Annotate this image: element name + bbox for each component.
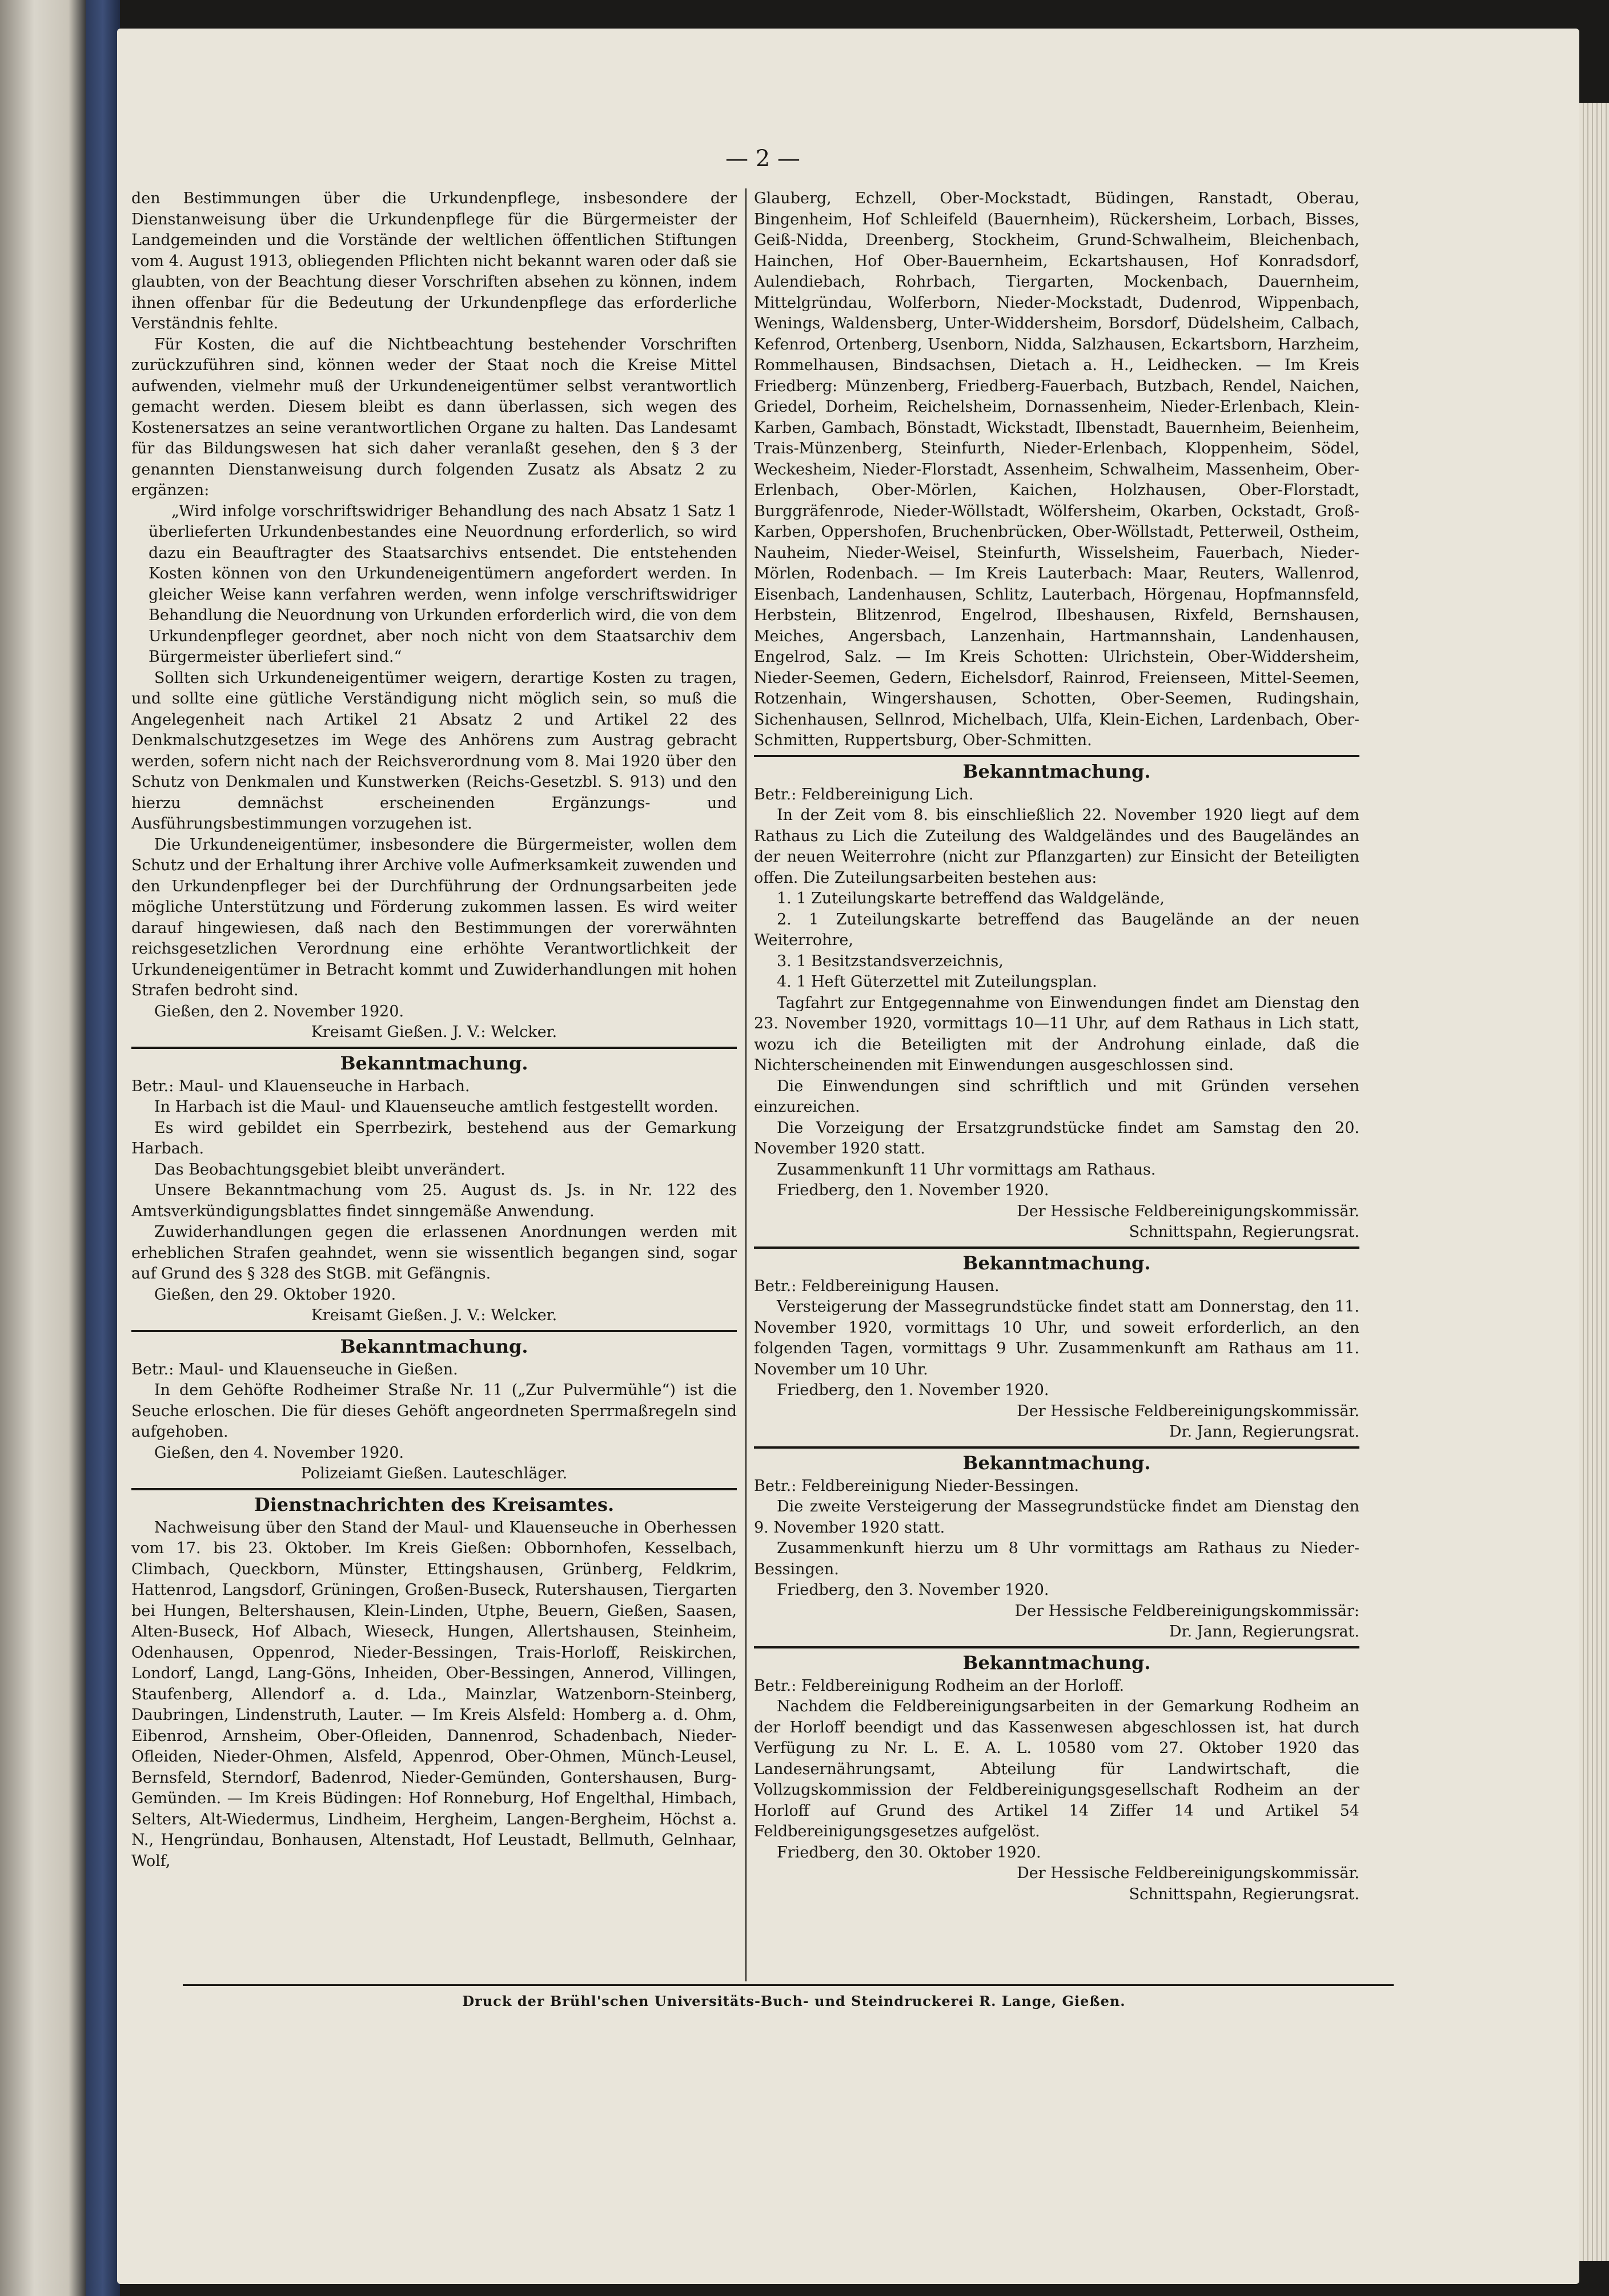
signature: Schnittspahn, Regierungsrat.	[1129, 1223, 1359, 1241]
left-column	[131, 188, 737, 1872]
paragraph: In Harbach ist die Maul- und Klauenseuche amtlich festgestellt worden.	[154, 1098, 719, 1116]
signature: Dr. Jann, Regierungsrat.	[1169, 1623, 1359, 1640]
section-heading: Bekanntmachung.	[962, 1252, 1151, 1274]
list-item: 1. 1 Zuteilungskarte betreffend das Waldgelände,	[777, 890, 1165, 907]
page-stack-edge	[1579, 103, 1609, 2261]
paragraph: Tagfahrt zur Entgegennahme von Einwendungen findet am Dienstag den 23. November 1920, vormittags 10—11 Uhr, auf dem Rathaus in Lich statt, wozu ich die Beteiligten mit der Androhung einlade, daß die Nichterscheinenden mit Einwendungen ausgeschlossen sind.	[754, 994, 1359, 1074]
subject-line: Betr.: Maul- und Klauenseuche in Harbach.	[131, 1077, 470, 1095]
subject-line: Betr.: Feldbereinigung Lich.	[754, 785, 974, 803]
section-heading: Dienstnachrichten des Kreisamtes.	[254, 1493, 615, 1515]
paragraph: Das Beobachtungsgebiet bleibt unverändert.	[154, 1160, 505, 1179]
signature: Dr. Jann, Regierungsrat.	[1169, 1423, 1359, 1441]
printer-imprint: Druck der Brühl'schen Universitäts-Buch- und Steindruckerei R. Lange, Gießen.	[462, 1993, 1126, 2009]
date-line: Friedberg, den 30. Oktober 1920.	[777, 1843, 1041, 1861]
paragraph: Unsere Bekanntmachung vom 25. August ds. Js. in Nr. 122 des Amtsverkündigungsblattes findet sinngemäße Anwendung.	[131, 1181, 737, 1220]
list-item: 2. 1 Zuteilungskarte betreffend das Baugelände an der neuen Weiterrohre,	[754, 910, 1359, 949]
paragraph: Zusammenkunft hierzu um 8 Uhr vormittags am Rathaus zu Nieder-Bessingen.	[754, 1539, 1359, 1578]
paragraph: Versteigerung der Massegrundstücke findet statt am Donnerstag, den 11. November 1920, vormittags 10 Uhr, und soweit erforderlich, an den folgenden Tagen, vormittags 9 Uhr. Zusammenkunft am Rathaus am 11. November um 10 Uhr.	[754, 1298, 1359, 1378]
signature: Der Hessische Feldbereinigungskommissär:	[1014, 1602, 1359, 1620]
section-heading: Bekanntmachung.	[340, 1052, 528, 1074]
list-item: 4. 1 Heft Güterzettel mit Zuteilungsplan.	[777, 973, 1097, 991]
quote: „Wird infolge vorschriftswidriger Behandlung des nach Absatz 1 Satz 1 überlieferten Urkundenbestandes eine Neuordnung erforderlich, so wird dazu ein Beauftragter des Staatsarchivs entsendet. Die entstehenden Kosten können von den Urkundeneigentümern angefordert werden. In gleicher Weise kann verfahren werden, wenn infolge verschriftswidriger Behandlung die Neuordnung von Urkunden erforderlich wird, die von dem Urkundenpfleger geordnet, aber noch nicht von dem Staatsarchiv dem Bürgermeister überliefert sind.“	[149, 502, 737, 666]
book-spine	[86, 0, 120, 2296]
subject-line: Betr.: Maul- und Klauenseuche in Gießen.	[131, 1360, 458, 1378]
signature: Der Hessische Feldbereinigungskommissär.	[1017, 1202, 1359, 1220]
date-line: Friedberg, den 1. November 1920.	[777, 1381, 1049, 1399]
list-item: 3. 1 Besitzstandsverzeichnis,	[777, 952, 1004, 970]
paragraph: Nachdem die Feldbereinigungsarbeiten in der Gemarkung Rodheim an der Horloff beendigt und das Kassenwesen abgeschlossen ist, hat durch Verfügung zu Nr. L. E. A. L. 10580 vom 27. Oktober 1920 das Landesernährungsamt, Abteilung für Landwirtschaft, die Vollzugskommission der Feldbereinigungsgesellschaft Rodheim an der Horloff auf Grund des Artikel 14 Ziffer 14 und Artikel 54 Feldbereinigungsgesetzes aufgelöst.	[754, 1698, 1359, 1840]
section-rule	[754, 1646, 1359, 1648]
signature: Kreisamt Gießen. J. V.: Welcker.	[311, 1023, 557, 1041]
paragraph: Für Kosten, die auf die Nichtbeachtung bestehender Vorschriften zurückzuführen sind, können weder der Staat noch die Kreise Mittel aufwenden, vielmehr muß der Urkundeneigentümer selbst verantwortlich gemacht werden. Diesem bleibt es dann überlassen, sich wegen des Kostenersatzes an seine verantwortlichen Organe zu halten. Das Landesamt für das Bildungswesen hat sich daher veranlaßt gesehen, den § 3 der genannten Dienstanweisung durch folgenden Zusatz als Absatz 2 zu ergänzen:	[131, 335, 737, 499]
paragraph: Die Einwendungen sind schriftlich und mit Gründen versehen einzureichen.	[754, 1077, 1359, 1116]
section-heading: Bekanntmachung.	[962, 760, 1151, 782]
section-rule	[131, 1330, 737, 1332]
section-rule	[754, 1246, 1359, 1249]
signature: Kreisamt Gießen. J. V.: Welcker.	[311, 1306, 557, 1324]
section-heading: Bekanntmachung.	[962, 1651, 1151, 1674]
right-column	[754, 188, 1359, 1905]
paragraph: Die Vorzeigung der Ersatzgrundstücke findet am Samstag den 20. November 1920 statt.	[754, 1119, 1359, 1157]
date-line: Gießen, den 29. Oktober 1920.	[154, 1285, 396, 1304]
subject-line: Betr.: Feldbereinigung Rodheim an der Horloff.	[754, 1676, 1125, 1695]
paragraph: den Bestimmungen über die Urkundenpflege, insbesondere der Dienstanweisung über die Urkundenpflege für die Bürgermeister der Landgemeinden und die Vorstände der weltlichen öffentlichen Stiftungen vom 4. August 1913, obliegenden Pflichten nicht bekannt waren oder daß sie glaubten, von der Beachtung dieser Vorschriften absehen zu können, indem ihnen offenbar für die Bedeutung der Urkundenpflege das erforderliche Verständnis fehlte.	[131, 190, 737, 332]
section-rule	[754, 1446, 1359, 1449]
paragraph: In der Zeit vom 8. bis einschließlich 22. November 1920 liegt auf dem Rathaus zu Lich die Zuteilung des Waldgeländes und des Baugeländes an der neuen Weiterrohre (nicht zur Pflanzgarten) zur Einsicht der Beteiligten offen. Die Zuteilungsarbeiten bestehen aus:	[754, 806, 1359, 887]
section-heading: Bekanntmachung.	[962, 1451, 1151, 1474]
signature: Der Hessische Feldbereinigungskommissär.	[1017, 1402, 1359, 1420]
date-line: Gießen, den 4. November 1920.	[154, 1443, 404, 1462]
subject-line: Betr.: Feldbereinigung Nieder-Bessingen.	[754, 1477, 1080, 1495]
date-line: Gießen, den 2. November 1920.	[154, 1002, 404, 1020]
paragraph: Zuwiderhandlungen gegen die erlassenen Anordnungen werden mit erheblichen Strafen geahndet, wenn sie wissentlich begangen sind, sogar auf Grund des § 328 des StGB. mit Gefängnis.	[131, 1223, 737, 1282]
signature: Der Hessische Feldbereinigungskommissär.	[1017, 1864, 1359, 1882]
page-number: — 2 —	[725, 146, 800, 172]
paragraph: In dem Gehöfte Rodheimer Straße Nr. 11 („Zur Pulvermühle“) ist die Seuche erloschen. Die für dieses Gehöft angeordneten Sperrmaßregeln sind aufgehoben.	[131, 1381, 737, 1441]
signature: Schnittspahn, Regierungsrat.	[1129, 1885, 1359, 1903]
paragraph: Die zweite Versteigerung der Massegrundstücke findet am Dienstag den 9. November 1920 statt.	[754, 1498, 1359, 1537]
section-heading: Bekanntmachung.	[340, 1335, 528, 1357]
signature: Polizeiamt Gießen. Lauteschläger.	[300, 1465, 568, 1482]
paragraph: Es wird gebildet ein Sperrbezirk, bestehend aus der Gemarkung Harbach.	[131, 1119, 737, 1157]
subject-line: Betr.: Feldbereinigung Hausen.	[754, 1277, 1000, 1295]
date-line: Friedberg, den 1. November 1920.	[777, 1181, 1049, 1199]
footer-rule	[183, 1984, 1394, 1986]
column-divider	[745, 188, 747, 1981]
paragraph: Sollten sich Urkundeneigentümer weigern, derartige Kosten zu tragen, und sollte eine gütliche Verständigung nicht möglich sein, so muß die Angelegenheit nach Artikel 21 Absatz 2 und Artikel 22 des Denkmalschutzgesetzes im Wege des Anhörens zum Austrag gebracht werden, sofern nicht nach der Reichsverordnung vom 8. Mai 1920 über den Schutz von Denkmalen und Kunstwerken (Reichs-Gesetzbl. S. 913) und den hierzu demnächst erscheinenden Ergänzungs- und Ausführungsbestimmungen vorzugehen ist.	[131, 669, 737, 833]
date-line: Friedberg, den 3. November 1920.	[777, 1581, 1049, 1599]
section-rule	[754, 755, 1359, 757]
paragraph: Nachweisung über den Stand der Maul- und Klauenseuche in Oberhessen vom 17. bis 23. Oktober. Im Kreis Gießen: Obbornhofen, Kesselbach, Climbach, Queckborn, Münster, Ettingshausen, Grünberg, Feldkrim, Hattenrod, Langsdorf, Grüningen, Großen-Buseck, Rutershausen, Tiergarten bei Hungen, Beltershausen, Klein-Linden, Utphe, Beuern, Gießen, Saasen, Alten-Buseck, Hof Albach, Wieseck, Hungen, Allertshausen, Steinheim, Odenhausen, Oppenrod, Nieder-Bessingen, Trais-Horloff, Reiskirchen, Londorf, Langd, Lang-Göns, Inheiden, Ober-Bessingen, Annerod, Villingen, Staufenberg, Allendorf a. d. Lda., Mainzlar, Watzenborn-Steinberg, Daubringen, Lindenstruth, Lauter. — Im Kreis Alsfeld: Homberg a. d. Ohm, Eibenrod, Arnsheim, Ober-Ofleiden, Dannenrod, Schadenbach, Nieder-Ofleiden, Nieder-Ohmen, Alsfeld, Appenrod, Ober-Ohmen, Münch-Leusel, Bernsfeld, Sterndorf, Badenrod, Nieder-Gemünden, Gontershausen, Burg-Gemünden. — Im Kreis Büdingen: Hof Ronneburg, Hof Engelthal, Himbach, Selters, Alt-Wiedermus, Lindheim, Hergheim, Langen-Bergheim, Höchst a. N., Hengründau, Bonhausen, Altenstadt, Hof Leustadt, Bellmuth, Gelnhaar, Wolf,	[131, 1518, 737, 1870]
paragraph: Zusammenkunft 11 Uhr vormittags am Rathaus.	[777, 1160, 1156, 1179]
left-page-edge	[0, 0, 86, 2296]
section-rule	[131, 1488, 737, 1490]
paragraph: Die Urkundeneigentümer, insbesondere die Bürgermeister, wollen dem Schutz und der Erhaltung ihrer Archive volle Aufmerksamkeit zuwenden und den Urkundenpfleger bei der Durchführung der Ordnungsarbeiten jede mögliche Unterstützung und Förderung zukommen lassen. Es wird weiter darauf hingewiesen, daß nach den Bestimmungen der vorerwähnten reichsgesetzlichen Verordnung eine erhöhte Verantwortlichkeit der Urkundeneigentümer in Betracht kommt und Zuwiderhandlungen mit hohen Strafen bedroht sind.	[131, 835, 737, 999]
section-rule	[131, 1047, 737, 1049]
paragraph: Glauberg, Echzell, Ober-Mockstadt, Büdingen, Ranstadt, Oberau, Bingenheim, Hof Schleifeld (Bauernheim), Rückersheim, Lorbach, Bisses, Geiß-Nidda, Dreenberg, Stockheim, Grund-Schwalheim, Bleichenbach, Hainchen, Hof Ober-Bauernheim, Eckartshausen, Hof Konradsdorf, Aulendiebach, Rohrbach, Tiergarten, Mockenbach, Dauernheim, Mittelgründau, Wolferborn, Nieder-Mockstadt, Dudenrod, Wippenbach, Wenings, Waldensberg, Unter-Widdersheim, Borsdorf, Düdelsheim, Calbach, Kefenrod, Ortenberg, Usenborn, Nidda, Salzhausen, Eckartsborn, Harzheim, Rommelhausen, Bindsachsen, Dietach a. H., Leidhecken. — Im Kreis Friedberg: Münzenberg, Friedberg-Fauerbach, Butzbach, Rendel, Naichen, Griedel, Dorheim, Reichelsheim, Dornassenheim, Nieder-Erlenbach, Klein-Karben, Gambach, Bönstadt, Wickstadt, Ilbenstadt, Bauernheim, Beienheim, Trais-Münzenberg, Steinfurth, Nieder-Erlenbach, Kloppenheim, Södel, Weckesheim, Nieder-Florstadt, Assenheim, Schwalheim, Massenheim, Ober-Erlenbach, Ober-Mörlen, Kaichen, Holzhausen, Ober-Florstadt, Burggräfenrode, Nieder-Wöllstadt, Wölfersheim, Okarben, Ockstadt, Groß-Karben, Oppershofen, Bruchenbrücken, Ober-Wöllstadt, Petterweil, Ostheim, Nauheim, Nieder-Weisel, Steinfurth, Wisselsheim, Fauerbach, Nieder-Mörlen, Rodenbach. — Im Kreis Lauterbach: Maar, Reuters, Wallenrod, Eisenbach, Landenhausen, Schlitz, Lauterbach, Hörgenau, Hopfmannsfeld, Herbstein, Blitzenrod, Engelrod, Ilbeshausen, Rixfeld, Bernshausen, Meiches, Angersbach, Lanzenhain, Hartmannshain, Landenhausen, Engelrod, Salz. — Im Kreis Schotten: Ulrichstein, Ober-Widdersheim, Nieder-Seemen, Gedern, Eichelsdorf, Rainrod, Freienseen, Mittel-Seemen, Rotzenhain, Wingershausen, Schotten, Ober-Seemen, Rudingshain, Sichenhausen, Sellnrod, Michelbach, Ulfa, Klein-Eichen, Lardenbach, Ober-Schmitten, Ruppertsburg, Ober-Schmitten.	[754, 190, 1359, 749]
